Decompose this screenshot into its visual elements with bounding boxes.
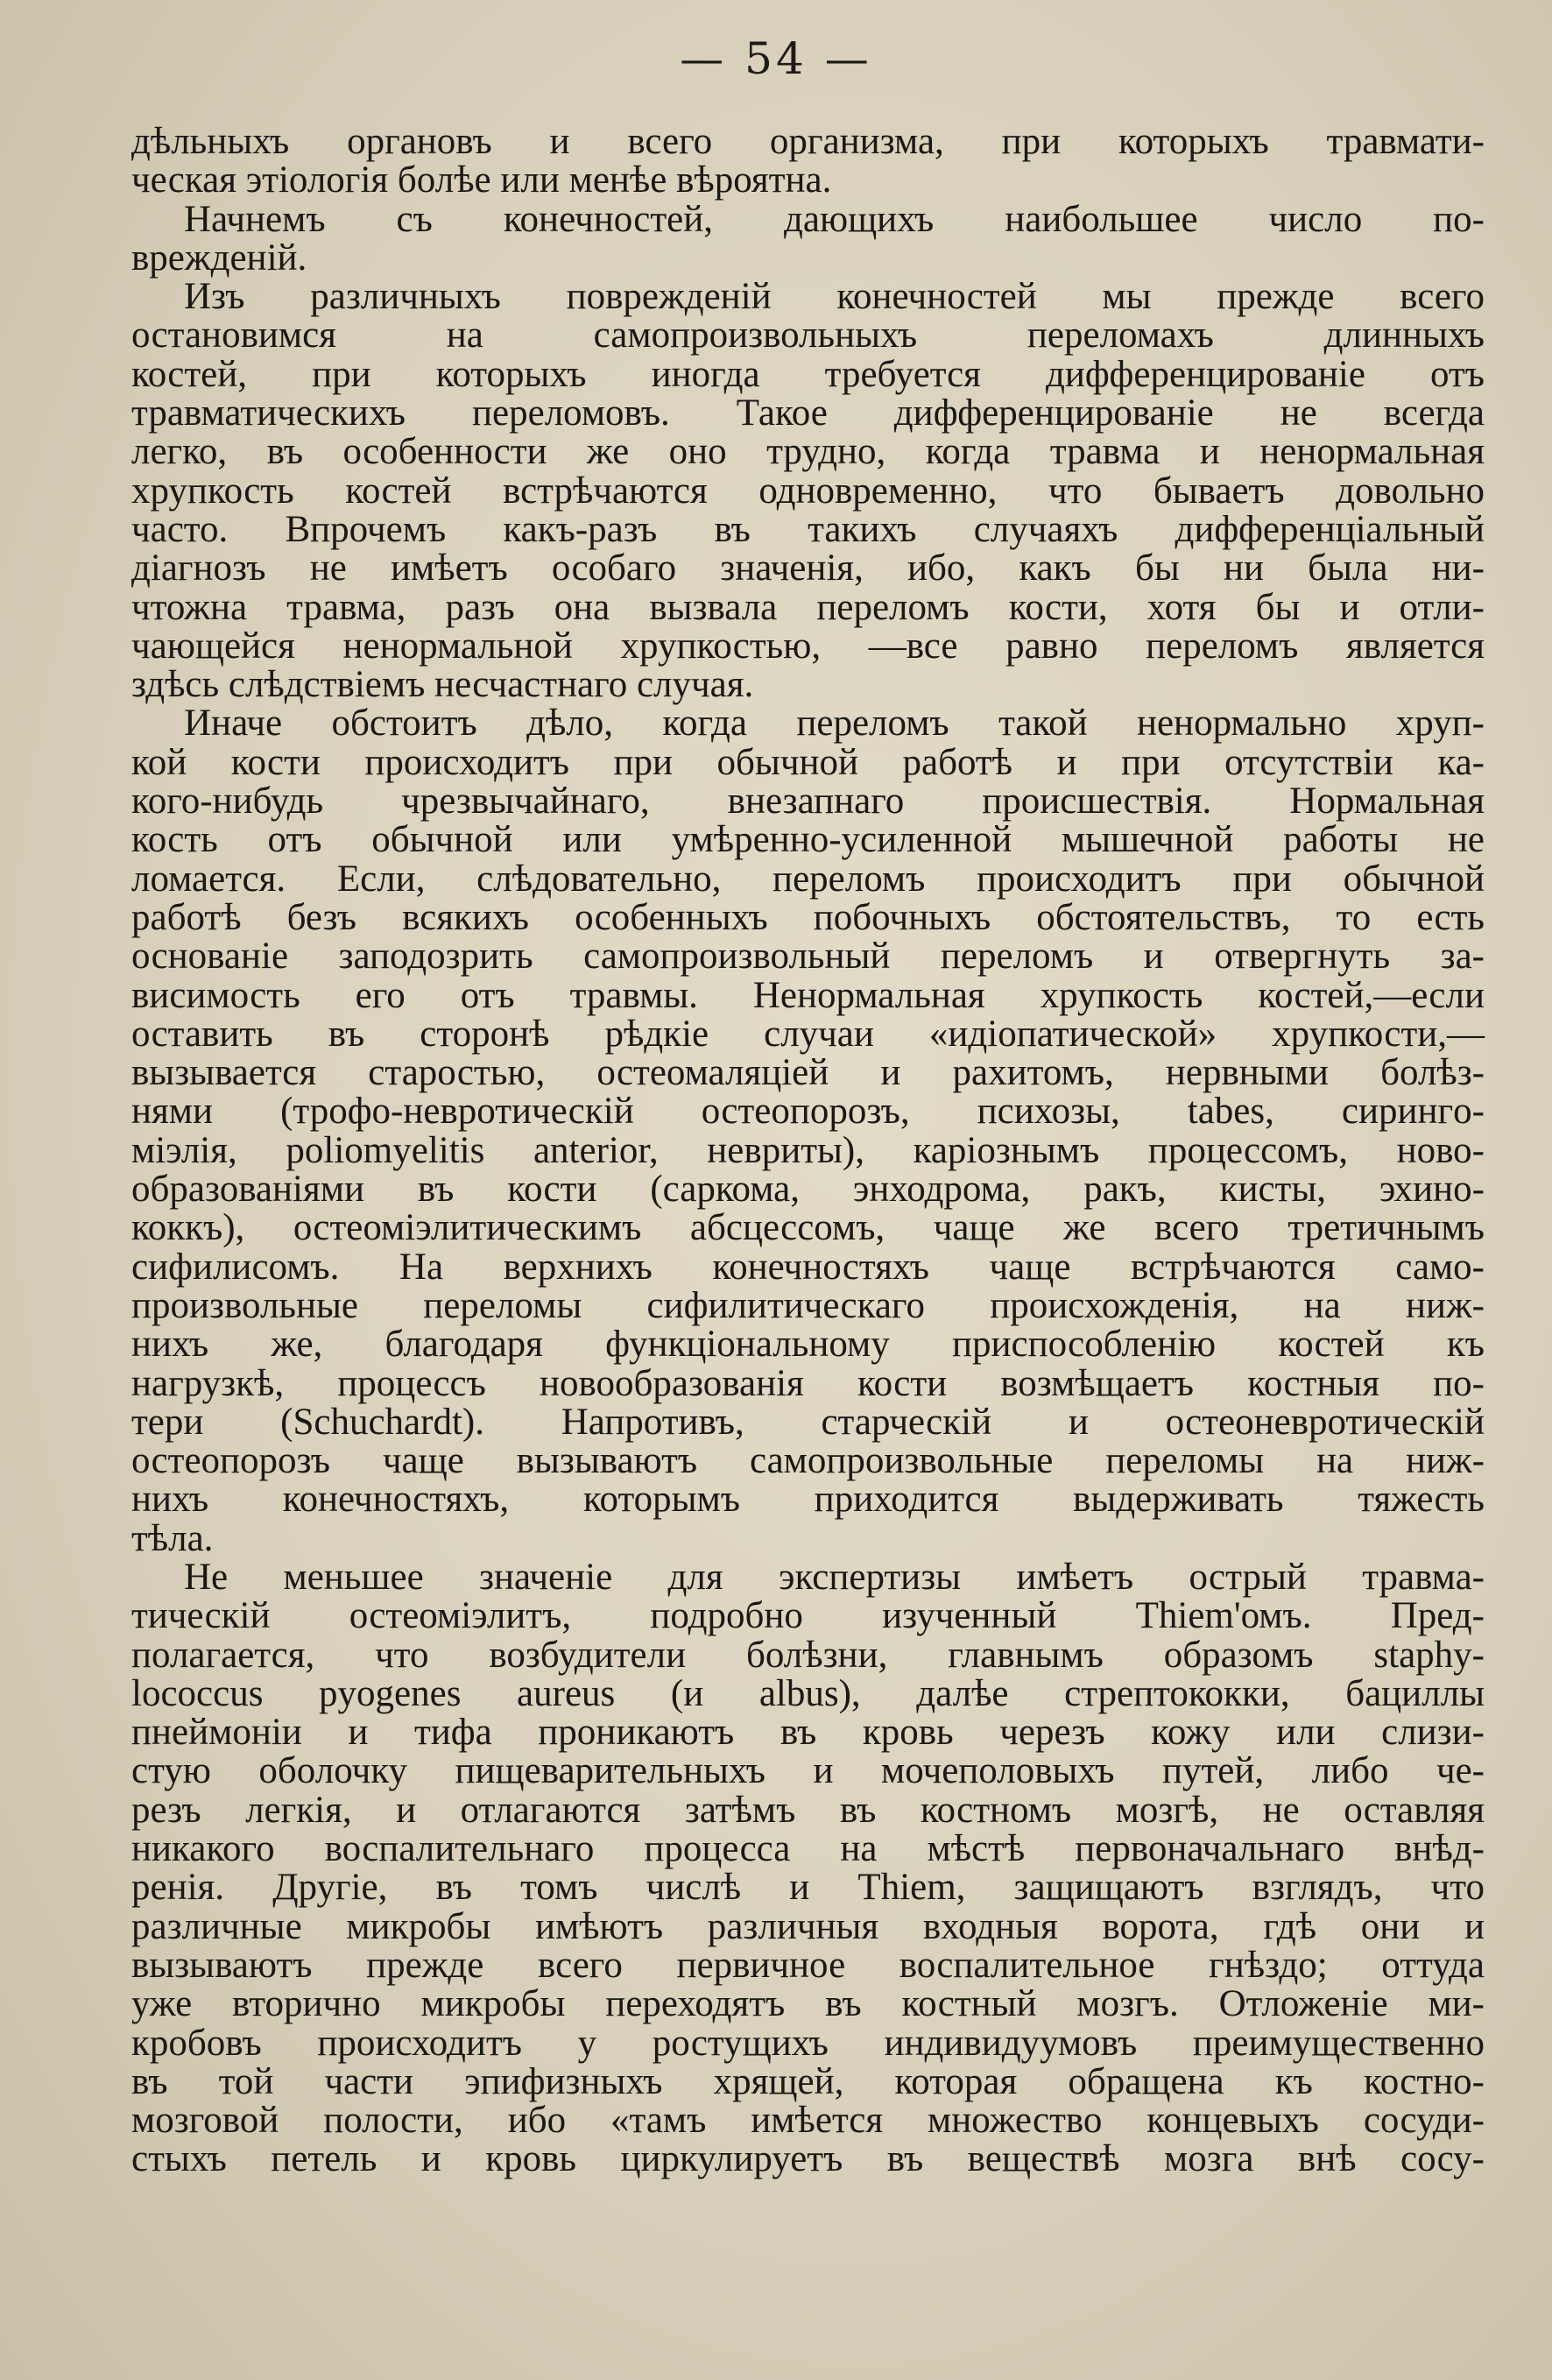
text-line: тери (Schuchardt). Напротивъ, старческій и остеоневротическій: [131, 1401, 1485, 1443]
page-number: — 54 —: [680, 33, 872, 84]
text-line: кость отъ обычной или умѣренно-усиленной мышечной работы не: [131, 819, 1485, 861]
text-line: пнеймоніи и тифа проникаютъ въ кровь черезъ кожу или слизи-: [131, 1712, 1485, 1754]
text-line: легко, въ особенности же оно трудно, когда травма и ненормальная: [131, 431, 1485, 473]
text-line: Изъ различныхъ поврежденій конечностей мы прежде всего: [184, 276, 1485, 318]
text-line: основаніе заподозрить самопроизвольный переломъ и отвергнуть за-: [131, 936, 1485, 978]
text-line: здѣсь слѣдствіемъ несчастнаго случая.: [131, 664, 754, 706]
text-line: чтожна травма, разъ она вызвала переломъ кости, хотя бы и отли-: [131, 586, 1485, 628]
text-line: сифилисомъ. На верхнихъ конечностяхъ чаще встрѣчаются само-: [131, 1246, 1485, 1288]
text-line: кробовъ происходитъ у ростущихъ индивидуумовъ преимущественно: [131, 2022, 1485, 2064]
text-line: lococcus pyogenes aureus (и albus), далѣе стрептококки, бациллы: [131, 1672, 1485, 1714]
text-line: міэлія, poliomyelitis anterior, невриты), каріознымъ процессомъ, ново-: [131, 1129, 1485, 1171]
text-line: ломается. Если, слѣдовательно, переломъ происходитъ при обычной: [131, 858, 1485, 900]
text-line: ческая этіологія болѣе или менѣе вѣроятна.: [131, 159, 832, 201]
text-line: Начнемъ съ конечностей, дающихъ наибольшее число по-: [184, 198, 1485, 240]
text-line: работѣ безъ всякихъ особенныхъ побочныхъ обстоятельствъ, то есть: [131, 896, 1485, 938]
text-line: кой кости происходитъ при обычной работѣ и при отсутствіи ка-: [131, 741, 1485, 783]
text-line: стую оболочку пищеварительныхъ и мочеполовыхъ путей, либо че-: [131, 1750, 1485, 1792]
text-line: костей, при которыхъ иногда требуется дифференцированіе отъ: [131, 353, 1485, 395]
text-line: ренія. Другіе, въ томъ числѣ и Thiem, защищаютъ взглядъ, что: [131, 1867, 1485, 1909]
text-line: висимость его отъ травмы. Ненормальная хрупкость костей,—если: [131, 974, 1485, 1016]
text-line: оставить въ сторонѣ рѣдкіе случаи «идіопатической» хрупкости,—: [131, 1013, 1485, 1055]
text-line: образованіями въ кости (саркома, энходрома, ракъ, кисты, эхино-: [131, 1169, 1485, 1211]
text-line: хрупкость костей встрѣчаются одновременно, что бываетъ довольно: [131, 470, 1485, 512]
body-text: [131, 123, 1485, 2179]
text-line: тическій остеоміэлитъ, подробно изученный Thiem'омъ. Пред-: [131, 1595, 1485, 1637]
text-line: Не меньшее значеніе для экспертизы имѣетъ острый травма-: [184, 1556, 1485, 1598]
text-line: уже вторично микробы переходятъ въ костный мозгъ. Отложеніе ми-: [131, 1983, 1485, 2025]
text-line: стыхъ петель и кровь циркулируетъ въ веществѣ мозга внѣ сосу-: [131, 2138, 1485, 2180]
text-line: діагнозъ не имѣетъ особаго значенія, ибо, какъ бы ни была ни-: [131, 547, 1485, 590]
text-line: кого-нибудь чрезвычайнаго, внезапнаго происшествія. Нормальная: [131, 780, 1485, 823]
text-line: нихъ же, благодаря функціональному приспособленію костей къ: [131, 1324, 1485, 1366]
text-line: вызываютъ прежде всего первичное воспалительное гнѣздо; оттуда: [131, 1944, 1485, 1986]
text-line: остеопорозъ чаще вызываютъ самопроизвольные переломы на ниж-: [131, 1440, 1485, 1482]
text-line: чающейся ненормальной хрупкостью, —все равно переломъ является: [131, 625, 1485, 667]
text-line: Иначе обстоитъ дѣло, когда переломъ такой ненормально хруп-: [184, 703, 1485, 745]
text-line: остановимся на самопроизвольныхъ переломахъ длинныхъ: [131, 314, 1485, 357]
text-line: различные микробы имѣютъ различныя входныя ворота, гдѣ они и: [131, 1905, 1485, 1947]
text-line: произвольные переломы сифилитическаго происхожденія, на ниж-: [131, 1284, 1485, 1326]
text-line: нями (трофо-невротическій остеопорозъ, психозы, tabes, сирингo-: [131, 1091, 1485, 1133]
text-line: коккъ), остеоміэлитическимъ абсцессомъ, чаще же всего третичнымъ: [131, 1207, 1485, 1249]
text-line: никакого воспалительнаго процесса на мѣстѣ первоначальнаго внѣд-: [131, 1828, 1485, 1870]
text-line: нагрузкѣ, процессъ новообразованія кости возмѣщаетъ костныя по-: [131, 1362, 1485, 1404]
text-line: врежденій.: [131, 237, 307, 279]
text-line: резъ легкія, и отлагаются затѣмъ въ костномъ мозгѣ, не оставляя: [131, 1789, 1485, 1831]
text-line: полагается, что возбудители болѣзни, главнымъ образомъ staphy-: [131, 1634, 1485, 1676]
text-line: дѣльныхъ органовъ и всего организма, при которыхъ травмати-: [131, 121, 1485, 162]
text-line: въ той части эпифизныхъ хрящей, которая обращена къ костно-: [131, 2060, 1485, 2102]
text-line: тѣла.: [131, 1517, 214, 1559]
text-line: травматическихъ переломовъ. Такое дифференцированіе не всегда: [131, 392, 1485, 434]
text-line: вызывается старостью, остеомаляціей и рахитомъ, нервными болѣз-: [131, 1052, 1485, 1094]
text-line: мозговой полости, ибо «тамъ имѣется множество концевыхъ сосуди-: [131, 2100, 1485, 2142]
text-line: часто. Впрочемъ какъ-разъ въ такихъ случаяхъ дифференціальный: [131, 508, 1485, 550]
text-line: нихъ конечностяхъ, которымъ приходится выдерживать тяжесть: [131, 1479, 1485, 1521]
